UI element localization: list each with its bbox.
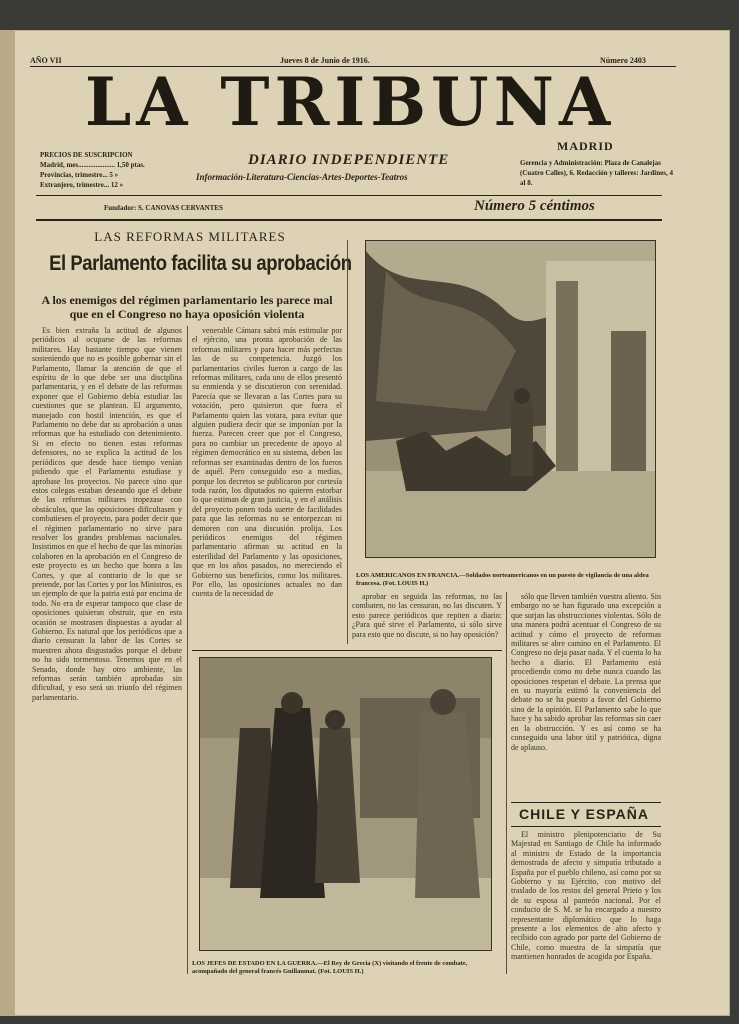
subscription-prices — [40, 150, 145, 190]
masthead-rule-2 — [36, 219, 662, 221]
chile-text: El ministro plenipotenciario de Su Majestad en Santiago de Chile ha informado al ministro de Estado de la importancia demostrada de afecto y simpatía tributado a España por el pueblo chileno, así como por su Gobierno y su Ejército, con motivo del traslado de los restos del general Prieto y los de su esposa al panteón nacional. Por el conducto de S. M. se ha encargado a nuestro representante diplomático que lo haga presente a los elementos de alto afecto y recibido con agrado por parte del Gobierno de Chile, como muestra de la simpatía que mantienen honrados de acogida por España. — [511, 830, 661, 962]
article-kicker: LAS REFORMAS MILITARES — [94, 229, 286, 244]
newspaper-title: LA TRIBUNA — [84, 63, 616, 141]
page-edge-strip — [0, 30, 14, 1016]
date-label: Jueves 8 de Junio de 1916. — [280, 56, 370, 65]
prices-title: PRECIOS DE SUSCRIPCION — [40, 151, 133, 159]
founder-label: Fundador: S. CANOVAS CERVANTES — [104, 204, 223, 212]
column-divider-1 — [187, 326, 188, 974]
chile-top-rule — [511, 802, 661, 803]
price-row-extranjero: Extranjero, trimestre... 12 » — [40, 181, 124, 189]
year-label: AÑO VII — [30, 56, 62, 65]
article-col2b-text: aprobar en seguida las reformas, no las combaten, no las censuran, no las discuten. Y esto parece periódicos que repiten a diario: ¿Para qué sirve el Parlamento, si sólo sirve para esto que no discute, si no hay oposición? — [352, 592, 502, 639]
photo-heads-of-state-caption: LOS JEFES DE ESTADO EN LA GUERRA.—El Rey de Grecia (X) visitando el frente de combate, acompañado del general francés Guillaumat. (Fot. LOUIS H.) — [192, 960, 468, 975]
chile-column — [511, 830, 661, 982]
article-column-1 — [32, 326, 182, 974]
masthead-rule-1 — [36, 195, 662, 196]
article-deck: A los enemigos del régimen parlamentario les parece mal que en el Congreso no haya oposición violenta — [41, 293, 333, 321]
sections-line: Información-Literatura-Ciencias-Artes-Deportes-Teatros — [196, 172, 408, 182]
photo2-top-rule — [192, 650, 502, 651]
photo-american-soldiers — [365, 240, 656, 558]
article-column-2b — [352, 592, 502, 648]
photo-american-soldiers-image — [366, 241, 655, 557]
column-divider-3 — [506, 592, 507, 974]
chile-bottom-rule — [511, 826, 661, 827]
newspaper-subtitle: DIARIO INDEPENDIENTE — [248, 152, 450, 168]
photo-heads-of-state — [199, 657, 492, 951]
article-col1-text: Es bien extraña la actitud de algunos periódicos al ocuparse de las reformas militares. Hay bastante tiempo que vienen sosteniendo que no es posible gobernar sin el Parlamento, llamar la atención de que el espíritu de lo que debe ser una disciplina parlamentaria, y en el debate de las reformas exponer que el Gobierno debía estudiar las cuestiones que se plantean. El argumento, manejado con hostil intención, es que el Parlamento no debe dar su aprobación a unas reformas que ha estudiado con detenimiento. Si en efecto no tienen estas reformas defensores, no se explica la actitud de los periódicos que desde hace tiempo venían pidiendo que el Parlamento estudiase y aprobase los proyectos. No parece sino que estos colegas estaban deseando que el debate de las reformas militares tropezase con obstáculos, que las oposiciones dificultasen y combatiesen el proyecto, para poder decir que el régimen parlamentario no sirve para resolver los grandes problemas nacionales. Insistimos en que el hecho de que las minorías colaboren en la aprobación en el Congreso de este proyecto es un hecho que honra a las Cortes, y que al contrario de lo que se pretende, por las Cortes y por los Ministros, es un ejemplo de que la patria está por encima de todo. No era de esperar tampoco que clase de oposiciones quisieran obstruir, que en esta ocasión se mostrasen dispuestas a ayudar al Gobierno. Es natural que los periódicos que a diario censuran la labor de las Cortes se muestren ahora disgustados porque el debate no ha sido tormentoso. Tenemos que en el Senado, donde hay otro ambiente, las reformas serán también aprobadas sin dificultad, y eso será un triunfo del régimen parlamentario. — [32, 326, 182, 702]
column-divider-2 — [347, 240, 348, 644]
price-row-provincias: Provincias, trimestre... 5 » — [40, 171, 119, 179]
article-headline: El Parlamento facilita su aprobación — [49, 252, 352, 275]
city-label: MADRID — [557, 139, 614, 153]
price-row-madrid: Madrid, mes..................... 1,50 ptas. — [40, 161, 145, 169]
article-column-3 — [511, 592, 661, 798]
chile-heading: CHILE Y ESPAÑA — [519, 806, 649, 822]
administration-address: Gerencia y Administración: Plaza de Canalejas (Cuatro Calles), 6. Redacción y talleres: Jardines, 4 al 8. — [520, 159, 673, 187]
article-col3b-text: sólo que lleven también vuestra aliento. Sin embargo no se han figurado una excepción a que surjan las obstrucciones violentas. Sólo de una manera podrá acentuar el Congreso de su actitud y cómo el proyecto de reformas militares se abre camino en el Parlamento. El Congreso no deja pasar nada. Y el cuenta lo ha hecho a diario. El Parlamento está procediendo como no debe nunca cuando las oposiciones respetan el debate. La prensa que en su mayoría estimó la conveniencia del debate no se ha puesto a favor del Gobierno sino de la opinión. El Parlamento sabe lo que hace y ha sabido aprobar las reformas sin caer en la obstrucción. Y es así como se ha conseguido una labor útil y patriótica, digna de aplauso. — [511, 592, 661, 752]
photo-american-soldiers-caption: LOS AMERICANOS EN FRANCIA.—Soldados norteamericanos en un puesto de vigilancia de una aldea francesa. (Fot. LOUIS H.) — [356, 572, 649, 587]
photo-heads-of-state-image — [200, 658, 491, 950]
issue-label: Número 2403 — [600, 56, 646, 65]
price-label: Número 5 céntimos — [474, 198, 595, 214]
article-col2-text: venerable Cámara sabrá más estimular por el ejército, una pronta aprobación de las reformas militares y para hacer más perfectas las de su competencia. Juzgó los parlamentarios civiles fueron a cargo de las reformas militares, cada uno de ellos presentó su enmienda y se discutieron con serenidad. Parecía que se llevaran a las Cortes para su votación, pero quisieron que fuera el Parlamento quien las votara, para evitar que alguien pudiera decir que se imponían por la fuerza. Parecen creer que por el Congreso, para no cambiar un precedente de apoyo al régimen democrático en su sistema, deben las reformas ser examinadas dentro de los fueros de aquél. Pero conseguido eso a medias, porque los decretos se publicaron por cortesía toda razón, los diputados no quieren estorbar lo que estiman de gran justicia, y en el análisis del proyecto ponen toda suerte de facilidades para que las reformas no se entorpezcan ni demoren con una discusión prolija. Los periódicos enemigos del régimen parlamentario afirman su actitud en la esterilidad del Parlamento y las oposiciones, que en los años pasados, no mereciendo el Gobierno sus beneficios, como los militares. Por ello, las oposiciones actuales no dan cuenta de la necesidad de — [192, 326, 342, 599]
article-column-2 — [192, 326, 342, 644]
